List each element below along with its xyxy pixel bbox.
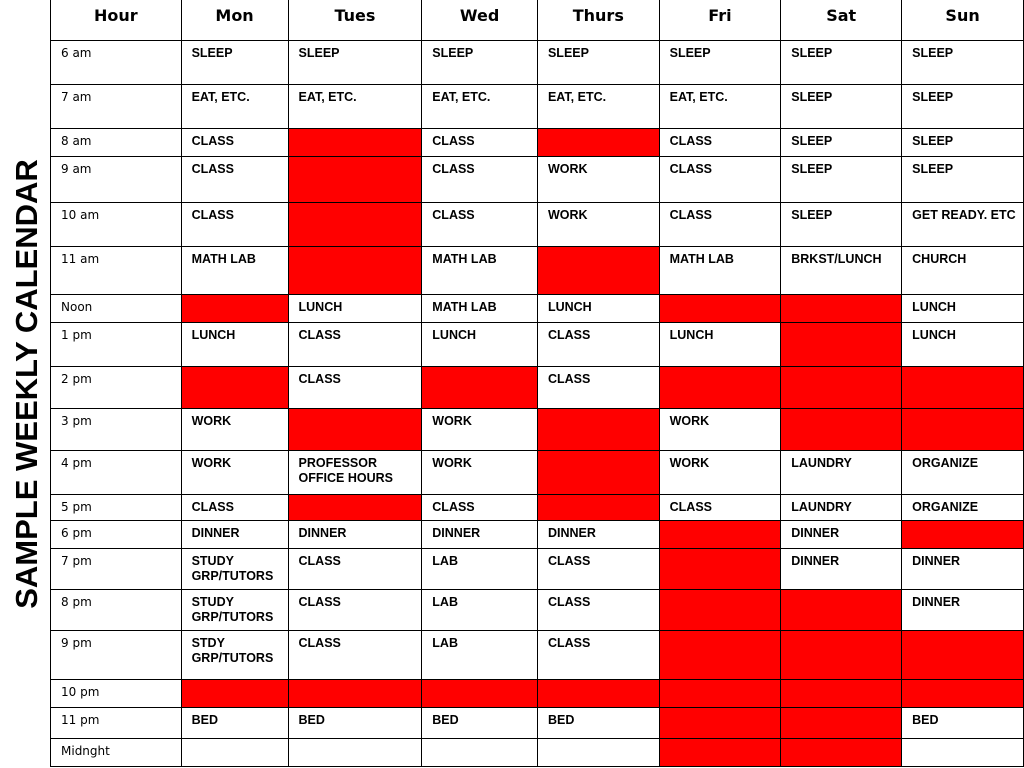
column-header-hour: Hour — [51, 0, 182, 41]
activity-cell-mon: STUDY GRP/TUTORS — [181, 549, 288, 590]
free-time-cell-sat — [781, 739, 902, 767]
activity-cell-tues: CLASS — [288, 549, 422, 590]
activity-cell-sun: DINNER — [902, 549, 1024, 590]
free-time-cell-thurs — [537, 451, 659, 495]
activity-cell-mon: CLASS — [181, 157, 288, 203]
activity-cell-wed: CLASS — [422, 203, 538, 247]
free-time-cell-sat — [781, 367, 902, 409]
hour-row-6-am — [51, 41, 1024, 85]
hour-row-8-pm — [51, 590, 1024, 631]
weekly-calendar-table — [50, 0, 1024, 767]
activity-cell-thurs: LUNCH — [537, 295, 659, 323]
activity-cell-thurs: DINNER — [537, 521, 659, 549]
hour-row-noon — [51, 295, 1024, 323]
activity-cell-sun: ORGANIZE — [902, 451, 1024, 495]
activity-cell-wed: CLASS — [422, 129, 538, 157]
hour-row-7-am — [51, 85, 1024, 129]
activity-cell-sat: SLEEP — [781, 157, 902, 203]
free-time-cell-sun — [902, 409, 1024, 451]
hour-row-10-am — [51, 203, 1024, 247]
free-time-cell-sun — [902, 521, 1024, 549]
free-time-cell-fri — [659, 295, 781, 323]
activity-cell-fri: CLASS — [659, 203, 781, 247]
activity-cell-sat: SLEEP — [781, 203, 902, 247]
free-time-cell-tues — [288, 409, 422, 451]
hour-label: 9 am — [51, 157, 182, 203]
calendar-title: SAMPLE WEEKLY CALENDAR — [9, 159, 44, 609]
activity-cell-fri: EAT, ETC. — [659, 85, 781, 129]
activity-cell-thurs: WORK — [537, 203, 659, 247]
hour-row-8-am — [51, 129, 1024, 157]
activity-cell-wed: LAB — [422, 590, 538, 631]
activity-cell-sat: SLEEP — [781, 129, 902, 157]
activity-cell-sun: ORGANIZE — [902, 495, 1024, 521]
activity-cell-mon: CLASS — [181, 495, 288, 521]
activity-cell-tues: CLASS — [288, 590, 422, 631]
activity-cell-sun: GET READY. ETC — [902, 203, 1024, 247]
activity-cell-thurs: CLASS — [537, 590, 659, 631]
activity-cell-mon: MATH LAB — [181, 247, 288, 295]
activity-cell-tues: LUNCH — [288, 295, 422, 323]
hour-label: 3 pm — [51, 409, 182, 451]
free-time-cell-tues — [288, 203, 422, 247]
activity-cell-mon: WORK — [181, 409, 288, 451]
hour-row-11-pm — [51, 708, 1024, 739]
activity-cell-wed: WORK — [422, 409, 538, 451]
activity-cell-mon: BED — [181, 708, 288, 739]
activity-cell-sun: LUNCH — [902, 323, 1024, 367]
hour-label: 10 pm — [51, 680, 182, 708]
hour-label: 11 pm — [51, 708, 182, 739]
activity-cell-mon: DINNER — [181, 521, 288, 549]
activity-cell-sun: DINNER — [902, 590, 1024, 631]
hour-row-3-pm — [51, 409, 1024, 451]
activity-cell-sat: SLEEP — [781, 41, 902, 85]
activity-cell-tues: SLEEP — [288, 41, 422, 85]
hour-label: 2 pm — [51, 367, 182, 409]
free-time-cell-fri — [659, 708, 781, 739]
free-time-cell-tues — [288, 680, 422, 708]
column-header-sat: Sat — [781, 0, 902, 41]
activity-cell-wed: LAB — [422, 631, 538, 680]
free-time-cell-mon — [181, 680, 288, 708]
activity-cell-sat: DINNER — [781, 549, 902, 590]
activity-cell-wed: DINNER — [422, 521, 538, 549]
hour-label: 6 am — [51, 41, 182, 85]
activity-cell-mon: EAT, ETC. — [181, 85, 288, 129]
activity-cell-thurs: CLASS — [537, 323, 659, 367]
activity-cell-fri: LUNCH — [659, 323, 781, 367]
hour-label: 6 pm — [51, 521, 182, 549]
activity-cell-tues: PROFESSOR OFFICE HOURS — [288, 451, 422, 495]
hour-label: Noon — [51, 295, 182, 323]
activity-cell-fri: WORK — [659, 409, 781, 451]
hour-label: 5 pm — [51, 495, 182, 521]
free-time-cell-thurs — [537, 129, 659, 157]
activity-cell-thurs — [537, 739, 659, 767]
activity-cell-sun: SLEEP — [902, 129, 1024, 157]
free-time-cell-mon — [181, 295, 288, 323]
activity-cell-sun: SLEEP — [902, 157, 1024, 203]
free-time-cell-sun — [902, 631, 1024, 680]
activity-cell-sun: LUNCH — [902, 295, 1024, 323]
free-time-cell-sat — [781, 409, 902, 451]
activity-cell-sat: BRKST/LUNCH — [781, 247, 902, 295]
activity-cell-wed: CLASS — [422, 495, 538, 521]
free-time-cell-fri — [659, 590, 781, 631]
column-header-sun: Sun — [902, 0, 1024, 41]
activity-cell-wed: MATH LAB — [422, 247, 538, 295]
activity-cell-thurs: CLASS — [537, 631, 659, 680]
free-time-cell-fri — [659, 680, 781, 708]
hour-label: 7 am — [51, 85, 182, 129]
calendar-title-area — [0, 0, 50, 768]
activity-cell-sun: SLEEP — [902, 85, 1024, 129]
activity-cell-fri: WORK — [659, 451, 781, 495]
hour-label: 7 pm — [51, 549, 182, 590]
free-time-cell-sat — [781, 631, 902, 680]
column-header-wed: Wed — [422, 0, 538, 41]
activity-cell-wed: MATH LAB — [422, 295, 538, 323]
hour-row-6-pm — [51, 521, 1024, 549]
activity-cell-thurs: BED — [537, 708, 659, 739]
free-time-cell-sat — [781, 323, 902, 367]
free-time-cell-sun — [902, 680, 1024, 708]
activity-cell-sat: SLEEP — [781, 85, 902, 129]
free-time-cell-fri — [659, 367, 781, 409]
free-time-cell-sat — [781, 680, 902, 708]
free-time-cell-sat — [781, 708, 902, 739]
activity-cell-sat: LAUNDRY — [781, 495, 902, 521]
free-time-cell-sun — [902, 367, 1024, 409]
hour-row-9-pm — [51, 631, 1024, 680]
activity-cell-mon: SLEEP — [181, 41, 288, 85]
activity-cell-fri: MATH LAB — [659, 247, 781, 295]
free-time-cell-fri — [659, 549, 781, 590]
activity-cell-tues: EAT, ETC. — [288, 85, 422, 129]
activity-cell-wed: WORK — [422, 451, 538, 495]
activity-cell-mon: WORK — [181, 451, 288, 495]
free-time-cell-thurs — [537, 495, 659, 521]
activity-cell-mon: CLASS — [181, 129, 288, 157]
hour-label: 8 pm — [51, 590, 182, 631]
hour-row-5-pm — [51, 495, 1024, 521]
activity-cell-wed — [422, 739, 538, 767]
hour-row-10-pm — [51, 680, 1024, 708]
hour-label: 11 am — [51, 247, 182, 295]
activity-cell-mon: STUDY GRP/TUTORS — [181, 590, 288, 631]
activity-cell-tues — [288, 739, 422, 767]
activity-cell-tues: CLASS — [288, 631, 422, 680]
column-header-mon: Mon — [181, 0, 288, 41]
header-row — [51, 0, 1024, 41]
activity-cell-thurs: WORK — [537, 157, 659, 203]
activity-cell-wed: CLASS — [422, 157, 538, 203]
activity-cell-wed: EAT, ETC. — [422, 85, 538, 129]
activity-cell-sun: SLEEP — [902, 41, 1024, 85]
hour-label: 9 pm — [51, 631, 182, 680]
hour-row-1-pm — [51, 323, 1024, 367]
activity-cell-fri: CLASS — [659, 157, 781, 203]
free-time-cell-thurs — [537, 247, 659, 295]
activity-cell-thurs: CLASS — [537, 367, 659, 409]
free-time-cell-wed — [422, 367, 538, 409]
hour-label: 8 am — [51, 129, 182, 157]
free-time-cell-tues — [288, 247, 422, 295]
hour-row-11-am — [51, 247, 1024, 295]
hour-label: 1 pm — [51, 323, 182, 367]
column-header-tues: Tues — [288, 0, 422, 41]
activity-cell-sun: BED — [902, 708, 1024, 739]
free-time-cell-fri — [659, 739, 781, 767]
hour-row-midnght — [51, 739, 1024, 767]
hour-label: 4 pm — [51, 451, 182, 495]
activity-cell-thurs: CLASS — [537, 549, 659, 590]
activity-cell-mon — [181, 739, 288, 767]
activity-cell-sun: CHURCH — [902, 247, 1024, 295]
hour-label: 10 am — [51, 203, 182, 247]
column-header-fri: Fri — [659, 0, 781, 41]
activity-cell-wed: LAB — [422, 549, 538, 590]
activity-cell-mon: STDY GRP/TUTORS — [181, 631, 288, 680]
activity-cell-tues: CLASS — [288, 367, 422, 409]
activity-cell-wed: BED — [422, 708, 538, 739]
activity-cell-tues: DINNER — [288, 521, 422, 549]
hour-row-9-am — [51, 157, 1024, 203]
hour-row-7-pm — [51, 549, 1024, 590]
hour-row-4-pm — [51, 451, 1024, 495]
activity-cell-wed: SLEEP — [422, 41, 538, 85]
free-time-cell-tues — [288, 495, 422, 521]
activity-cell-mon: LUNCH — [181, 323, 288, 367]
activity-cell-mon: CLASS — [181, 203, 288, 247]
activity-cell-tues: CLASS — [288, 323, 422, 367]
free-time-cell-mon — [181, 367, 288, 409]
activity-cell-tues: BED — [288, 708, 422, 739]
free-time-cell-wed — [422, 680, 538, 708]
free-time-cell-thurs — [537, 409, 659, 451]
free-time-cell-thurs — [537, 680, 659, 708]
activity-cell-sat: LAUNDRY — [781, 451, 902, 495]
activity-cell-sat: DINNER — [781, 521, 902, 549]
activity-cell-wed: LUNCH — [422, 323, 538, 367]
activity-cell-fri: CLASS — [659, 129, 781, 157]
free-time-cell-sat — [781, 295, 902, 323]
activity-cell-fri: CLASS — [659, 495, 781, 521]
activity-cell-thurs: SLEEP — [537, 41, 659, 85]
free-time-cell-fri — [659, 521, 781, 549]
hour-row-2-pm — [51, 367, 1024, 409]
activity-cell-fri: SLEEP — [659, 41, 781, 85]
free-time-cell-tues — [288, 129, 422, 157]
activity-cell-sun — [902, 739, 1024, 767]
free-time-cell-fri — [659, 631, 781, 680]
column-header-thurs: Thurs — [537, 0, 659, 41]
activity-cell-thurs: EAT, ETC. — [537, 85, 659, 129]
hour-label: Midnght — [51, 739, 182, 767]
free-time-cell-sat — [781, 590, 902, 631]
free-time-cell-tues — [288, 157, 422, 203]
